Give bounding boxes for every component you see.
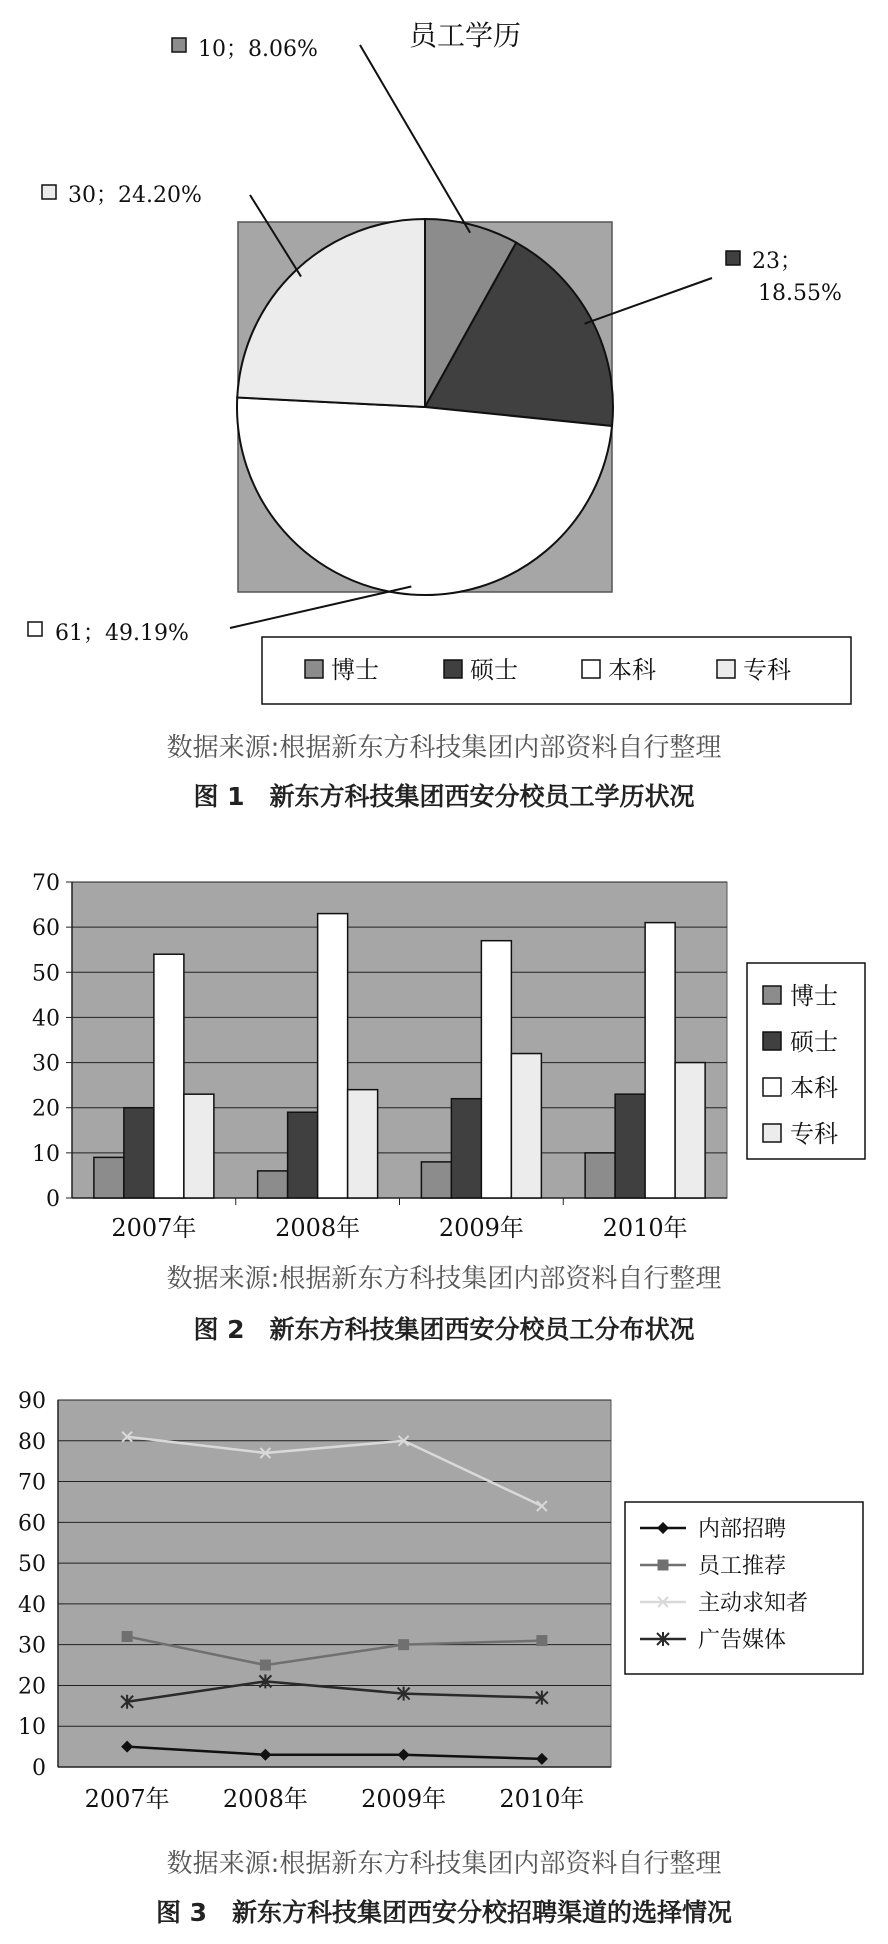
pie-legend-label-1: 博士 bbox=[331, 656, 379, 684]
line-x-tick-label: 2010年 bbox=[499, 1785, 585, 1810]
pie-data-label-3: 61；49.19% bbox=[55, 621, 189, 646]
pie-label-marker-1 bbox=[172, 38, 186, 52]
bar-x-tick-label: 2008年 bbox=[275, 1214, 361, 1242]
figure-3-source-note: 数据来源:根据新东方科技集团内部资料自行整理 bbox=[166, 1849, 722, 1879]
line-x-tick-label: 2008年 bbox=[222, 1785, 308, 1810]
bar-2-2 bbox=[288, 1112, 318, 1198]
figure-3-caption: 图 3 新东方科技集团西安分校招聘渠道的选择情况 bbox=[155, 1898, 733, 1927]
bar-4-3 bbox=[511, 1054, 541, 1198]
pie-legend-swatch-3 bbox=[582, 660, 600, 678]
bar-legend-swatch-4 bbox=[763, 1124, 781, 1142]
bar-legend-swatch-1 bbox=[763, 986, 781, 1004]
figure-2-caption: 图 2 新东方科技集团西安分校员工分布状况 bbox=[193, 1315, 695, 1344]
line-point-2-3 bbox=[398, 1639, 409, 1650]
pie-label-marker-3 bbox=[28, 622, 42, 636]
bar-2-1 bbox=[124, 1108, 154, 1198]
pie-legend-label-4: 专科 bbox=[743, 656, 791, 684]
bar-3-1 bbox=[154, 954, 184, 1198]
bar-1-2 bbox=[258, 1171, 288, 1198]
line-y-tick-label: 0 bbox=[32, 1756, 46, 1781]
bar-y-tick-label: 50 bbox=[32, 961, 60, 987]
line-y-tick-label: 20 bbox=[18, 1674, 46, 1700]
bar-3-4 bbox=[645, 923, 675, 1198]
pie-label-marker-4 bbox=[42, 185, 56, 199]
pie-label-marker-2 bbox=[726, 251, 740, 265]
pie-legend-label-2: 硕士 bbox=[470, 656, 518, 684]
bar-2-4 bbox=[615, 1094, 645, 1198]
bar-y-tick-label: 40 bbox=[32, 1006, 60, 1032]
pie-data-label-4: 30；24.20% bbox=[68, 183, 202, 208]
line-y-tick-label: 40 bbox=[18, 1592, 46, 1618]
line-point-2-1 bbox=[122, 1631, 133, 1642]
pie-legend-swatch-1 bbox=[305, 660, 323, 678]
bar-y-tick-label: 70 bbox=[32, 871, 60, 896]
recruitment-line-chart bbox=[0, 1370, 888, 1810]
bar-legend-label-2: 硕士 bbox=[790, 1028, 838, 1056]
line-y-tick-label: 80 bbox=[18, 1429, 46, 1455]
figure-1-caption: 图 1 新东方科技集团西安分校员工学历状况 bbox=[193, 782, 695, 811]
bar-3-2 bbox=[318, 914, 348, 1198]
pie-data-label-2: 23； bbox=[752, 249, 802, 274]
bar-1-1 bbox=[94, 1157, 124, 1198]
line-y-tick-label: 60 bbox=[18, 1511, 46, 1537]
bar-legend-swatch-3 bbox=[763, 1078, 781, 1096]
line-y-tick-label: 30 bbox=[18, 1633, 46, 1659]
education-pie-chart bbox=[0, 0, 888, 720]
line-x-tick-label: 2007年 bbox=[84, 1785, 170, 1810]
bar-1-4 bbox=[585, 1153, 615, 1198]
pie-legend-label-3: 本科 bbox=[608, 656, 656, 684]
bar-4-2 bbox=[348, 1090, 378, 1198]
pie-legend-swatch-2 bbox=[444, 660, 462, 678]
bar-y-tick-label: 60 bbox=[32, 916, 60, 942]
line-legend-label-2: 员工推荐 bbox=[698, 1554, 787, 1579]
bar-4-1 bbox=[184, 1094, 214, 1198]
bar-2-3 bbox=[451, 1099, 481, 1198]
bar-y-tick-label: 0 bbox=[46, 1187, 60, 1212]
line-y-tick-label: 70 bbox=[18, 1470, 46, 1496]
pie-legend-swatch-4 bbox=[717, 660, 735, 678]
line-x-tick-label: 2009年 bbox=[361, 1785, 447, 1810]
line-point-2-4 bbox=[536, 1635, 547, 1646]
bar-y-tick-label: 20 bbox=[32, 1096, 60, 1122]
line-y-tick-label: 50 bbox=[18, 1552, 46, 1578]
line-plot-area bbox=[58, 1400, 611, 1767]
bar-y-tick-label: 30 bbox=[32, 1051, 60, 1077]
line-point-2-2 bbox=[260, 1660, 271, 1671]
figure-1-source-note: 数据来源:根据新东方科技集团内部资料自行整理 bbox=[166, 733, 722, 763]
bar-legend-swatch-2 bbox=[763, 1032, 781, 1050]
bar-x-tick-label: 2010年 bbox=[602, 1214, 688, 1242]
line-legend-marker-2 bbox=[658, 1560, 669, 1571]
line-legend-label-4: 广告媒体 bbox=[698, 1628, 787, 1653]
pie-data-label-1: 10；8.06% bbox=[198, 37, 318, 62]
pie-data-label-2-pct: 18.55% bbox=[758, 281, 842, 306]
bar-legend-label-3: 本科 bbox=[790, 1074, 838, 1102]
line-legend-label-3: 主动求知者 bbox=[698, 1591, 809, 1616]
figure-2-source-note: 数据来源:根据新东方科技集团内部资料自行整理 bbox=[166, 1264, 722, 1294]
line-legend-label-1: 内部招聘 bbox=[698, 1517, 787, 1542]
bar-1-3 bbox=[421, 1162, 451, 1198]
pie-leader-line-1 bbox=[360, 45, 470, 233]
bar-4-4 bbox=[675, 1063, 705, 1198]
pie-title: 员工学历 bbox=[408, 19, 522, 52]
bar-legend-label-1: 博士 bbox=[790, 982, 838, 1010]
bar-y-tick-label: 10 bbox=[32, 1141, 60, 1167]
bar-x-tick-label: 2007年 bbox=[111, 1214, 197, 1242]
distribution-bar-chart bbox=[0, 835, 888, 1250]
line-y-tick-label: 10 bbox=[18, 1715, 46, 1741]
bar-3-3 bbox=[481, 941, 511, 1198]
line-y-tick-label: 90 bbox=[18, 1389, 46, 1414]
bar-x-tick-label: 2009年 bbox=[438, 1214, 524, 1242]
bar-legend-label-4: 专科 bbox=[790, 1120, 838, 1148]
